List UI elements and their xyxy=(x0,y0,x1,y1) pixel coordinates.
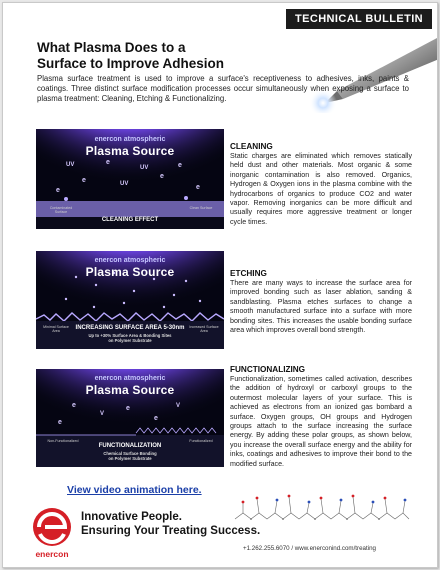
view-video-animation-link[interactable]: View video animation here. xyxy=(67,484,202,496)
electron-glyph: e xyxy=(126,405,130,412)
cleaning-body: Static charges are eliminated which removes statically held dust and other materials. Most organic & some inorganic contamination is also removed. Organics, Hydrogen & Oxygen ions in the plasma combine with the hydrocarbons of organics to produce CO2 and water vapor. Removing inorganics can be more difficult and usually requires more aggressive treatment or longer cycle times. xyxy=(230,152,412,226)
tagline-treating-success: Ensuring Your Treating Success. xyxy=(81,525,261,537)
etching-heading: ETCHING xyxy=(230,269,267,278)
v-glyph: V xyxy=(100,411,105,417)
cleaning-effect-caption: CLEANING EFFECT xyxy=(101,217,159,223)
page-title xyxy=(37,40,277,72)
title-line-2: Surface to Improve Adhesion xyxy=(37,56,225,71)
electron-glyph: e xyxy=(72,402,76,409)
functionalizing-body: Functionalization, sometimes called activation, describes the addition of hydroxyl or carboxyl groups to the outermost molecular layers of your surface. This is achieved as electrons from an ionized gas bombard a surface. Oxygen groups, OH groups and Hydrogen groups attach to the surface increasing the surface energy. By adding these polar groups, as shown below, you increase the overall surface energy and the ability for inks, coatings and adhesives to improve their bond to the modified surface. xyxy=(230,375,412,468)
v-glyph: V xyxy=(176,403,181,409)
technical-bulletin-banner: TECHNICAL BULLETIN xyxy=(286,9,432,29)
logo-wordmark: enercon xyxy=(35,549,69,559)
electron-glyph: e xyxy=(58,419,62,426)
uv-glyph: UV xyxy=(140,165,149,171)
electron-glyph: e xyxy=(154,415,158,422)
contaminated-surface-label: Contaminated Surface xyxy=(49,206,73,215)
electron-glyph: e xyxy=(178,162,182,169)
clean-surface-label: Clean Surface xyxy=(189,206,213,210)
functionalization-sub-caption-2: on Polymer Substrate xyxy=(108,456,152,461)
contact-info: +1.262.255.6070 / www.enerconind.com/treating xyxy=(243,545,376,552)
intro-paragraph: Plasma surface treatment is used to improve a surface's receptiveness to adhesives, inks, paints & coatings. Three distinct surface modification processes occur simultaneously when exposing a surface to plasma treatment: Cleaning, Etching & Functionalizing. xyxy=(37,74,409,103)
functionalization-panel xyxy=(36,369,224,467)
electron-glyph: e xyxy=(160,173,164,180)
electron-glyph: e xyxy=(196,184,200,191)
etching-sub-caption-2: on Polymer Substrate xyxy=(108,338,152,343)
title-line-1: What Plasma Does to a xyxy=(37,40,186,55)
minimal-surface-area-label: Minimal Surface Area xyxy=(43,325,69,334)
panel-source-title: Plasma Source xyxy=(85,383,175,397)
non-functionalized-label: Non-Functionalized xyxy=(47,439,79,443)
etching-panel xyxy=(36,251,224,349)
functionalization-sub-caption-1: Chemical Surface Bonding xyxy=(103,451,157,456)
uv-glyph: UV xyxy=(120,181,129,187)
etching-body: There are many ways to increase the surface area for improved bonding such as laser ablation, sanding & sandblasting. Plasma etches surfaces to change a smooth manufactured surface into a surface with more bonding sites. This increases the usable bonding surface area which improves overall bond strength. xyxy=(230,279,412,335)
electron-glyph: e xyxy=(56,187,60,194)
electron-glyph: e xyxy=(106,159,110,166)
cleaning-section xyxy=(230,142,412,227)
panel-brand-label: enercon atmospheric xyxy=(94,136,166,143)
functionalizing-heading: FUNCTIONALIZING xyxy=(230,365,306,374)
cleaning-heading: CLEANING xyxy=(230,142,273,151)
etching-section xyxy=(230,269,412,335)
functionalized-label: Functionalized xyxy=(189,439,213,443)
uv-glyph: UV xyxy=(66,162,75,168)
polar-groups-molecule-diagram xyxy=(233,489,411,525)
enercon-logo xyxy=(30,506,74,560)
panel-source-title: Plasma Source xyxy=(85,265,175,279)
increased-surface-area-label: Increased Surface Area xyxy=(189,325,219,334)
tagline-innovative-people: Innovative People. xyxy=(81,511,182,523)
panel-brand-label: enercon atmospheric xyxy=(94,375,166,382)
cleaning-effect-panel xyxy=(36,129,224,229)
technical-bulletin-page xyxy=(2,2,438,568)
etching-sub-caption-1: Up to +30% Surface Area & Bonding Sites xyxy=(88,333,172,338)
electron-glyph: e xyxy=(82,177,86,184)
panel-source-title: Plasma Source xyxy=(85,144,175,158)
panel-brand-label: enercon atmospheric xyxy=(94,257,166,264)
functionalization-caption: FUNCTIONALIZATION xyxy=(98,443,162,449)
etching-caption: INCREASING SURFACE AREA 5-30nm xyxy=(75,325,185,331)
functionalizing-section xyxy=(230,365,412,469)
